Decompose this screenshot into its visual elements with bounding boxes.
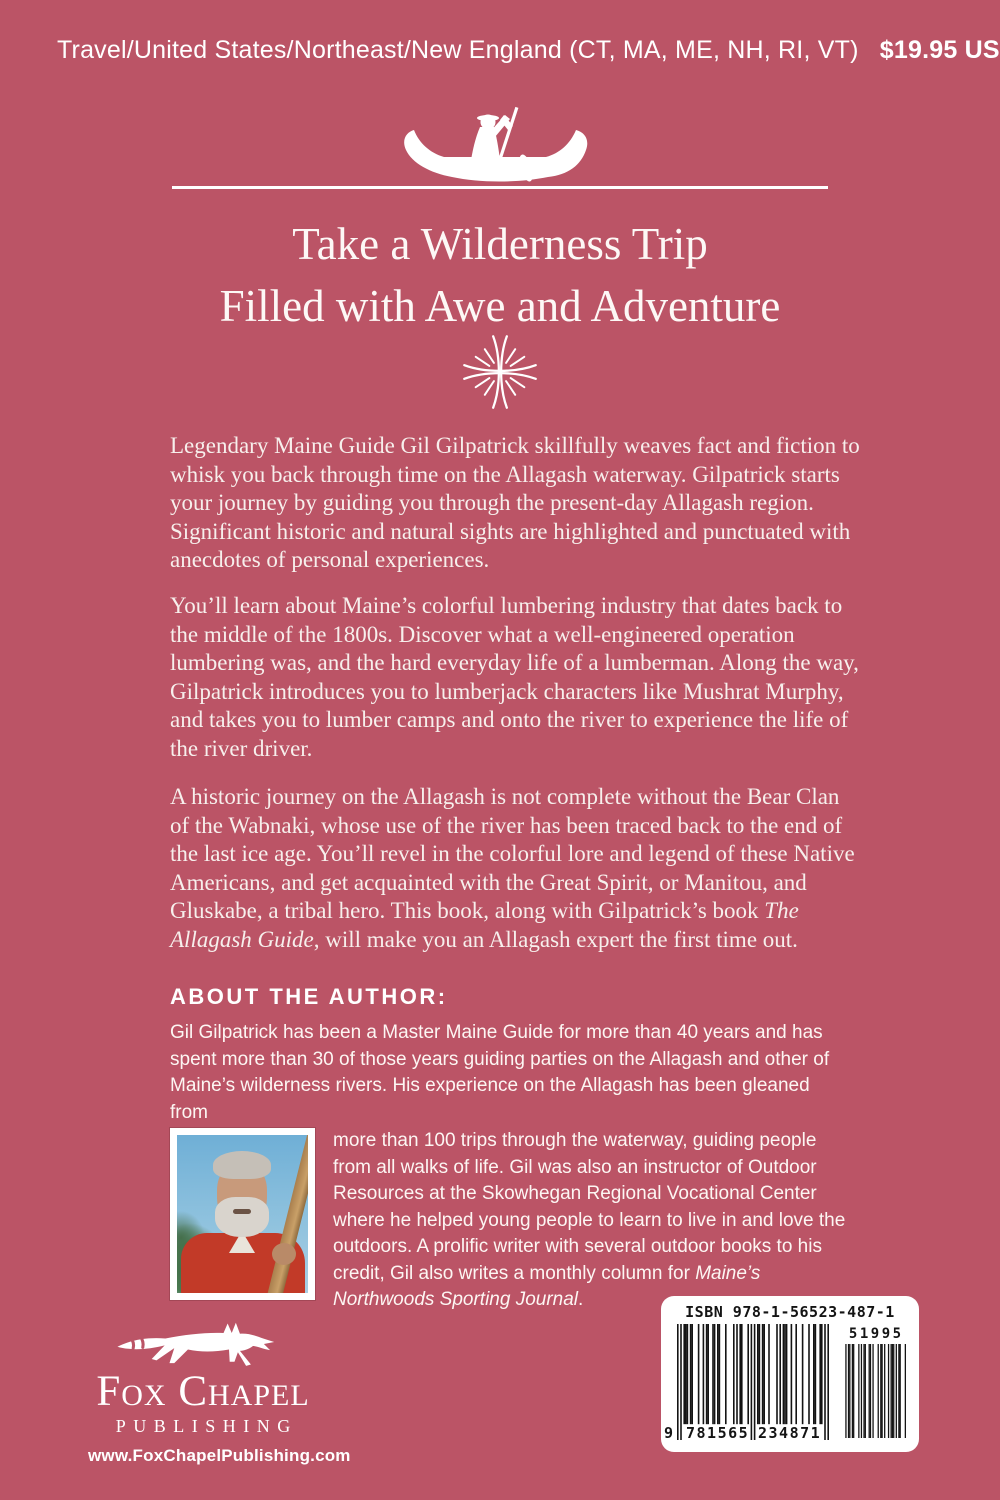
headline-line1: Take a Wilderness Trip — [292, 219, 708, 269]
author-photo — [170, 1128, 315, 1300]
publisher-subtitle: PUBLISHING — [115, 1416, 298, 1436]
headline-line2: Filled with Awe and Adventure — [219, 281, 781, 331]
ean13-bars — [677, 1324, 829, 1440]
photo-gray-beard — [215, 1197, 269, 1237]
about-rest-text: more than 100 trips through the waterway, guiding people from all walks of life. Gil was also an instructor of Outdoor Resources at the Skowhegan Regional Vocational Center where he helped young people to learn to live in and love the outdoors. A prolific writer with several outdoor books to his credit, Gil also writes a monthly column for — [333, 1130, 846, 1284]
photo-mouth — [233, 1209, 251, 1214]
category-text: Travel/United States/Northeast/New England (CT, MA, ME, NH, RI, VT) — [57, 36, 859, 64]
blurb-paragraph-1: Legendary Maine Guide Gil Gilpatrick skillfully weaves fact and fiction to whisk you back through time on the Allagash waterway. Gilpatrick starts your journey by guiding you through the present-day Allagash region. Significant historic and natural sights are highlighted and punctuated with anecdotes of personal experiences. — [170, 433, 860, 573]
price-supplement-barcode — [844, 1326, 906, 1440]
barcode-panel — [661, 1296, 919, 1452]
divider-rule — [172, 186, 828, 189]
category-banner — [57, 36, 1000, 65]
blurb-paragraph-3-text: A historic journey on the Allagash is not complete without the Bear Clan of the Wabnaki, whose use of the river has been traced back to the end of the last ice age. You’ll revel in the colorful lore and legend of these Native Americans, and get acquainted with the Great Spirit, or Manitou, and Gluskabe, a tribal hero. This book, along with Gilpatrick’s book — [170, 784, 855, 924]
photo-gray-hair — [213, 1151, 271, 1179]
isbn-label: ISBN 978-1-56523-487-1 — [685, 1303, 895, 1321]
about-heading: ABOUT THE AUTHOR: — [170, 984, 448, 1009]
about-the-author-section — [170, 984, 846, 1314]
blurb-book-title: The Allagash Guide — [170, 898, 799, 952]
publisher-name: Fox Chapel — [96, 1368, 310, 1415]
about-rest-end: . — [578, 1289, 584, 1310]
supplement-digits: 51995 — [848, 1326, 904, 1342]
compass-star-ornament-icon — [458, 334, 542, 410]
supplement-bars — [844, 1344, 906, 1438]
blurb-paragraph-3-end: , will make you an Allagash expert the first time out. — [313, 926, 798, 952]
ean13-barcode — [664, 1324, 829, 1442]
blurb-paragraph-2: You’ll learn about Maine’s colorful lumbering industry that dates back to the middle of the 1800s. Discover what a well-engineered operation lumbering was, and the hard everyday life of a lumberman. Along the way, Gilpatrick introduces you to lumberjack characters like Mushrat Murphy, and takes you to lumber camps and onto the river to experience the life of the river driver. — [170, 593, 859, 761]
blurb-paragraph-3 — [170, 783, 860, 955]
photo-hand — [272, 1243, 296, 1265]
about-journal-title: Maine’s Northwoods Sporting Journal — [333, 1262, 761, 1310]
ean13-digit-lead: 9 — [664, 1424, 675, 1442]
publisher-website: www.FoxChapelPublishing.com — [88, 1446, 351, 1465]
about-intro-text: Gil Gilpatrick has been a Master Maine Guide for more than 40 years and has spent more than 30 of those years guiding parties on the Allagash and other of Maine’s wilderness rivers. His experience on the Allagash has been gleaned from — [170, 1022, 830, 1123]
ean13-digit-group1: 781565 — [686, 1424, 750, 1442]
headline — [0, 213, 1000, 337]
running-fox-logo-icon — [107, 1318, 299, 1370]
price-text: $19.95 US — [879, 36, 1000, 64]
about-rest-block — [170, 1128, 846, 1314]
publisher-logo — [88, 1318, 351, 1466]
canoe-icon — [398, 106, 602, 186]
ean13-digit-group2: 234871 — [758, 1424, 822, 1442]
